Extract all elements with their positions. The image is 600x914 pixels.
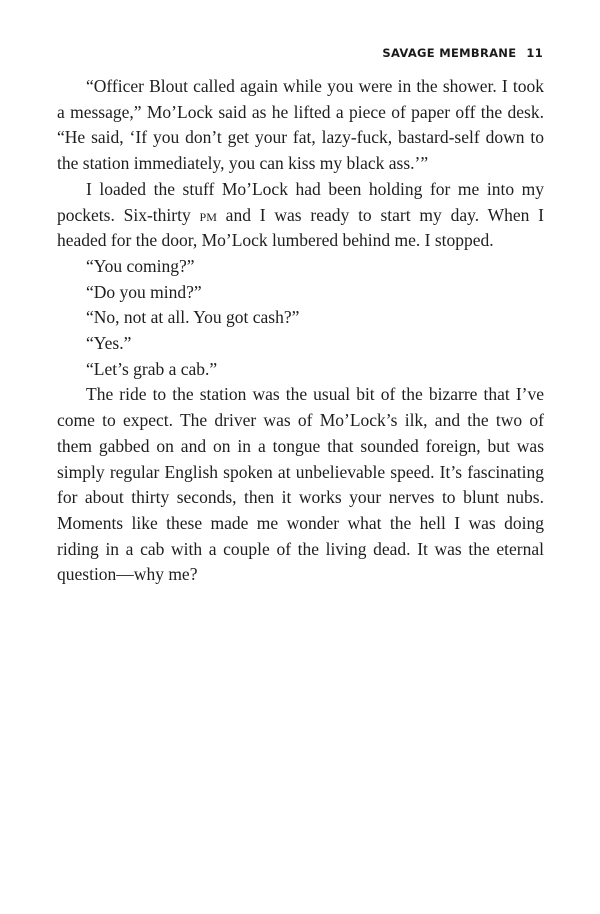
running-head-title: SAVAGE MEMBRANE [382, 46, 517, 60]
dialogue-line: “Yes.” [86, 333, 132, 354]
dialogue-line: “Let’s grab a cab.” [86, 358, 218, 379]
paragraph-text: and I was ready to start my day. When I headed for the door, Mo’Lock lumbered behind me. I stopped. [57, 204, 544, 251]
dialogue-line: “No, not at all. You got cash?” [86, 307, 300, 328]
paragraph-text: I loaded the stuff Mo’Lock had been holding for me into my pockets. Six-thirty [57, 178, 544, 225]
running-head [382, 46, 543, 60]
page-number: 11 [526, 46, 543, 60]
paragraph-officer-message: “Officer Blout called again while you were in the shower. I took a message,” Mo’Lock said as he lifted a piece of paper off the desk. “He said, ‘If you don’t get your fat, lazy-fuck, bastard-self down to the station immediately, you can kiss my black ass.’” [57, 76, 544, 174]
paragraph-loaded-stuff [57, 177, 544, 254]
body-text [57, 74, 544, 588]
dialogue-line: “Do you mind?” [86, 281, 202, 302]
paragraph-cab-ride: The ride to the station was the usual bit of the bizarre that I’ve come to expect. The driver was of Mo’Lock’s ilk, and the two of them gabbed on and on in a tongue that sounded foreign, but was simply regular English spoken at unbelievable speed. It’s fascinating for about thirty seconds, then it works your nerves to blunt nubs. Moments like these made me wonder what the hell I was doing riding in a cab with a couple of the living dead. It was the eternal question—why me? [57, 384, 544, 585]
time-abbreviation: pm [199, 204, 217, 225]
dialogue-line: “You coming?” [86, 255, 195, 276]
